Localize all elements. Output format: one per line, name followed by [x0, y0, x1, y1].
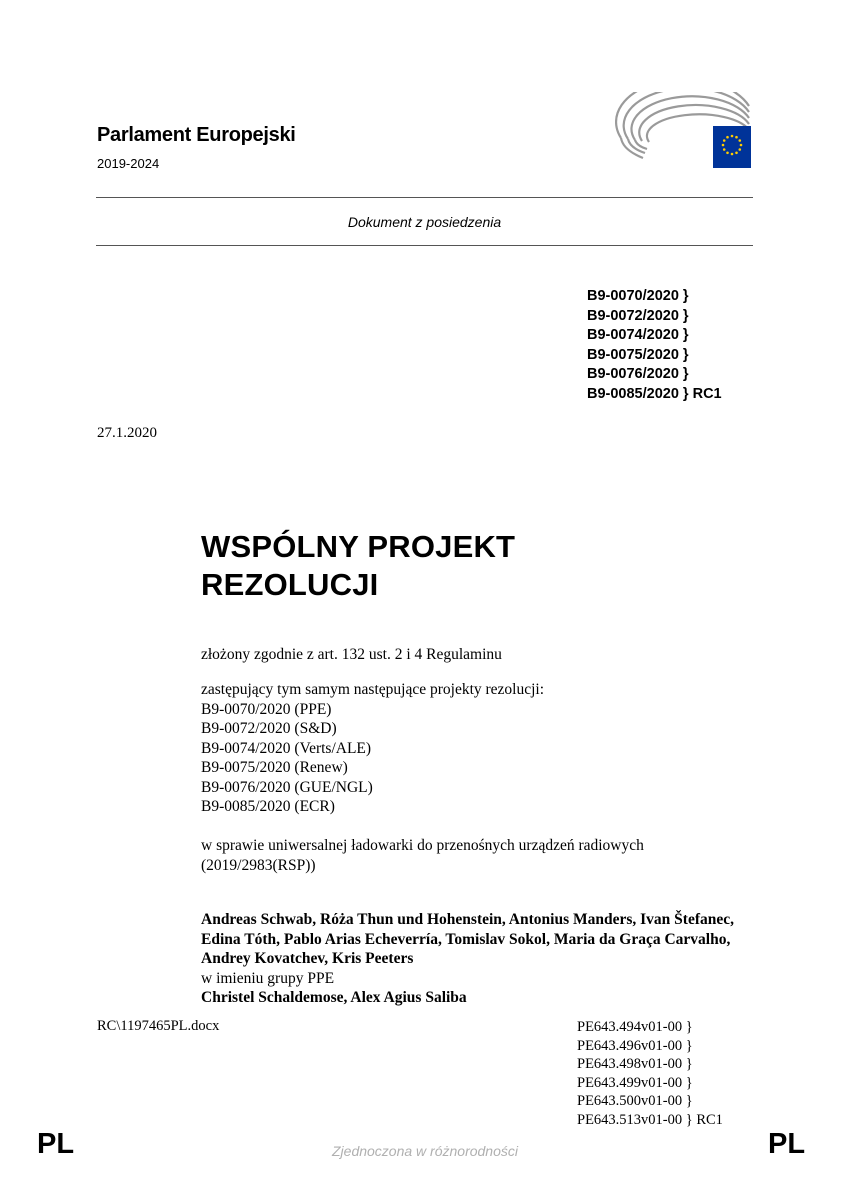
language-code-right: PL [768, 1128, 806, 1160]
replaced-motion: B9-0074/2020 (Verts/ALE) [201, 739, 372, 757]
parliamentary-term: 2019-2024 [97, 156, 160, 171]
authors-block [201, 910, 741, 1008]
pe-reference: PE643.494v01-00 } [577, 1019, 693, 1035]
replaced-motions-block [201, 680, 544, 817]
authors-group-sd: Christel Schaldemose, Alex Agius Saliba [201, 989, 467, 1006]
reference-number: B9-0072/2020 } [587, 307, 689, 324]
header-divider-top [96, 197, 753, 198]
pe-reference: PE643.513v01-00 } RC1 [577, 1111, 723, 1128]
european-parliament-logo [615, 92, 755, 172]
replaced-motion: B9-0085/2020 (ECR) [201, 798, 335, 815]
title-line: REZOLUCJI [201, 567, 379, 602]
document-date: 27.1.2020 [97, 425, 157, 441]
reference-number: B9-0085/2020 } RC1 [587, 385, 722, 402]
pe-reference: PE643.496v01-00 } [577, 1037, 693, 1054]
pe-reference: PE643.500v01-00 } [577, 1093, 693, 1109]
subject-procedure: (2019/2983(RSP)) [201, 856, 316, 874]
pe-reference: PE643.499v01-00 } [577, 1074, 693, 1091]
institution-name: Parlament Europejski [97, 124, 296, 146]
replacing-intro: zastępujący tym samym następujące projekty rezolucji: [201, 681, 545, 698]
replaced-motion: B9-0075/2020 (Renew) [201, 759, 348, 776]
language-code-left: PL [37, 1128, 75, 1160]
eu-flag [713, 126, 751, 168]
reference-number: B9-0070/2020 } [587, 288, 689, 304]
document-title [201, 528, 515, 604]
reference-number: B9-0076/2020 } [587, 366, 689, 382]
subject-line: w sprawie uniwersalnej ładowarki do przenośnych urządzeń radiowych [201, 837, 644, 854]
reference-number: B9-0074/2020 } [587, 327, 689, 343]
pe-reference-numbers [577, 1018, 723, 1129]
title-line: WSPÓLNY PROJEKT [201, 529, 516, 564]
document-type: Dokument z posiedzenia [347, 214, 502, 230]
replaced-motion: B9-0072/2020 (S&D) [201, 720, 337, 737]
submitted-under: złożony zgodnie z art. 132 ust. 2 i 4 Regulaminu [201, 646, 502, 663]
header-divider-bottom [96, 245, 753, 246]
reference-numbers [587, 287, 722, 404]
replaced-motion: B9-0076/2020 (GUE/NGL) [201, 778, 373, 796]
pe-reference: PE643.498v01-00 } [577, 1056, 693, 1072]
resolution-subject [201, 836, 721, 875]
eu-motto: Zjednoczona w różnorodności [332, 1143, 518, 1159]
on-behalf-ppe: w imieniu grupy PPE [201, 969, 335, 987]
reference-number: B9-0075/2020 } [587, 346, 689, 363]
authors-group-ppe: Andreas Schwab, Róża Thun und Hohenstein, Antonius Manders, Ivan Štefanec, Edina Tóth, Pablo Arias Echeverría, Tomislav Sokol, Maria da Graça Carvalho, Andrey Kovatchev, Kris Peeters [201, 911, 735, 967]
document-file-reference: RC\1197465PL.docx [97, 1018, 220, 1034]
replaced-motion: B9-0070/2020 (PPE) [201, 700, 332, 718]
